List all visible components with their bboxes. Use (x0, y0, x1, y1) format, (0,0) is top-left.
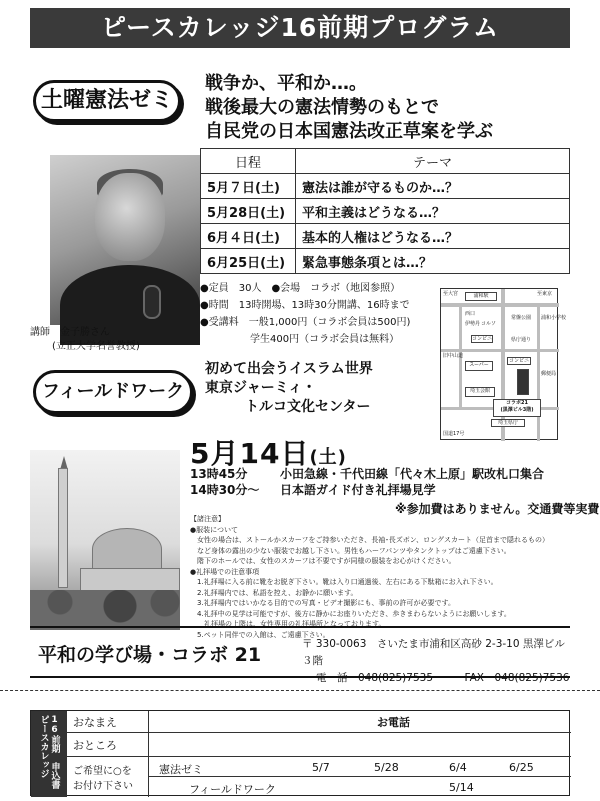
table-row (201, 224, 570, 249)
lecturer-role: 講師 (30, 327, 50, 338)
schedule-theme: 基本的人権はどうなる…？ (296, 224, 570, 249)
schedule-date: 6月25日(土) (201, 249, 296, 274)
form-side-label: ピースカレッジ 16前期 申込書 (31, 711, 67, 797)
form-row-select (67, 757, 571, 797)
fieldwork-date: 5月14日(土) (190, 437, 347, 470)
table-header-row (201, 149, 570, 174)
map-label: 埼玉県庁 (491, 419, 525, 427)
lecturer-photo (50, 155, 200, 325)
time-row: 13時45分 小田急線・千代田線「代々木上原」駅改札口集合 (190, 467, 545, 481)
map-label: 西口 (465, 311, 476, 317)
schedule-date: 6月４日(土) (201, 224, 296, 249)
fieldwork-line: トルコ文化センター (245, 399, 371, 415)
seminar-option-date[interactable]: 6/25 (509, 761, 534, 774)
seminar-option-label: 憲法ゼミ (159, 763, 203, 776)
mosque-photo (30, 450, 180, 620)
fieldwork-options (149, 777, 571, 797)
map-label: スーパー (465, 361, 493, 371)
schedule-date: 5月７日(土) (201, 174, 296, 199)
fieldwork-times (190, 466, 544, 498)
address-label: おところ (67, 733, 149, 756)
column-header: テーマ (296, 149, 570, 174)
name-label: おなまえ (67, 711, 149, 732)
form-row-address (67, 733, 571, 757)
headline-line: 戦争か、平和か…。 (205, 73, 367, 94)
table-row (201, 199, 570, 224)
select-label: ご希望に○を お付け下さい (67, 757, 149, 797)
info-line: ●受講料 一般1,000円（コラボ会員は500円) (200, 317, 411, 328)
map-label: 浦和小学校 (541, 315, 567, 321)
map-label: 至大宮 (443, 291, 459, 297)
schedule-table (200, 148, 570, 274)
seminar-badge: 土曜憲法ゼミ (33, 80, 181, 122)
phone-label: お電話 (377, 715, 410, 729)
org-address (302, 636, 570, 687)
fieldwork-option-date[interactable]: 5/14 (449, 781, 474, 794)
map-label: 県庁通り (511, 337, 532, 343)
map-label: コンビニ (472, 336, 493, 342)
map-label: 国道17号 (443, 431, 465, 437)
org-name: 平和の学び場・コラボ 21 (38, 644, 262, 666)
table-row (201, 249, 570, 274)
fieldwork-line: 東京ジャーミィ・ (205, 380, 317, 396)
seminar-headline (205, 72, 493, 144)
schedule-theme: 憲法は誰が守るものか…？ (296, 174, 570, 199)
lecturer-caption (30, 326, 140, 354)
map-station: 浦和駅 (465, 292, 497, 301)
info-line: ●定員 30人 ●会場 コラボ（地図参照） (200, 283, 401, 294)
headline-line: 自民党の日本国憲法改正草案を学ぶ (205, 121, 493, 142)
time-row: 14時30分～ 日本語ガイド付き礼拝場見学 (190, 483, 436, 497)
address-field[interactable] (149, 733, 571, 756)
contact-line: 電 話 048(825)7535 FAX 048(825)7536 (316, 672, 570, 684)
venue-map (440, 288, 567, 440)
info-line: 学生400円（コラボ会員は無料） (200, 334, 400, 345)
application-form (30, 710, 570, 796)
table-row (201, 174, 570, 199)
schedule-theme: 平和主義はどうなる…？ (296, 199, 570, 224)
fieldwork-notes: 【諸注意】 ●服装について 女性の場合は、ストールかスカーフをご持参いただき、長袖･長ズボン、ロングスカート（足首まで隠れるもの） など身体の露出の少ない服装でお越し下さい。男性もハーフパンツやタンクトップはご遠慮下さい。 階下のホールでは、女性のスカーフは不要ですが同様の服装をお心がけください。 ●礼拝場での注意事項 1.礼拝場に入る前に靴をお脱ぎ下さい。靴は入り口通過後、左右にある下駄箱にお入れ下さい。 2.礼拝場内では、私語を控え、お静かに願います。 3.礼拝場内ではいかなる目的での写真・ビデオ撮影にも、事前の許可が必要です。 4.礼拝中の見学は可能ですが、後方に静かにお座りいただき、歩きまわらないようにお願いします。 礼拝場の上階は、女性専用の礼拝場所となっております。 5.ペット同伴での入館は、ご遠慮下さい。 (190, 515, 549, 639)
cut-line (0, 690, 600, 691)
column-header: 日程 (201, 149, 296, 174)
seminar-option-date[interactable]: 5/28 (374, 761, 399, 774)
seminar-options (149, 757, 571, 777)
map-venue: コラボ21 (黒澤ビル3階) (493, 399, 541, 417)
map-label: 旧中山道 (443, 353, 464, 359)
seminar-info (200, 280, 410, 348)
phone-field[interactable] (447, 711, 571, 732)
page-title: ピースカレッジ16前期プログラム (30, 8, 570, 48)
address-line: 〒 330-0063 さいたま市浦和区高砂 2-3-10 黒澤ビル３階 (302, 638, 565, 667)
name-field[interactable] (149, 711, 379, 732)
map-venue-marker (517, 369, 529, 395)
map-label: コルソ (481, 321, 497, 327)
fieldwork-option-label: フィールドワーク (189, 783, 276, 796)
lecturer-name: 金子勝さん (60, 327, 110, 338)
info-line: ●時間 13時開場、13時30分開講、16時まで (200, 300, 410, 311)
schedule-theme: 緊急事態条項とは…？ (296, 249, 570, 274)
map-label: 郵便局 (541, 371, 557, 377)
seminar-option-date[interactable]: 5/7 (312, 761, 330, 774)
seminar-option-date[interactable]: 6/4 (449, 761, 467, 774)
map-label: 埼玉会館 (465, 387, 495, 397)
fieldwork-weekday: (土) (309, 447, 347, 468)
fee-note: ※参加費はありません。交通費等実費 (395, 502, 600, 516)
fieldwork-title (205, 360, 373, 417)
fieldwork-badge: フィールドワーク (33, 370, 193, 414)
form-row-name (67, 711, 571, 733)
map-label: 伊勢丹 (465, 321, 481, 327)
schedule-date: 5月28日(土) (201, 199, 296, 224)
map-label: 至東京 (537, 291, 553, 297)
headline-line: 戦後最大の憲法情勢のもとで (205, 97, 439, 118)
map-label: 常盤公園 (511, 315, 532, 321)
fieldwork-line: 初めて出会うイスラム世界 (205, 361, 373, 377)
map-label: コンビニ (508, 358, 529, 364)
org-footer (30, 626, 570, 684)
lecturer-title: (立正大学名誉教授) (52, 341, 140, 352)
